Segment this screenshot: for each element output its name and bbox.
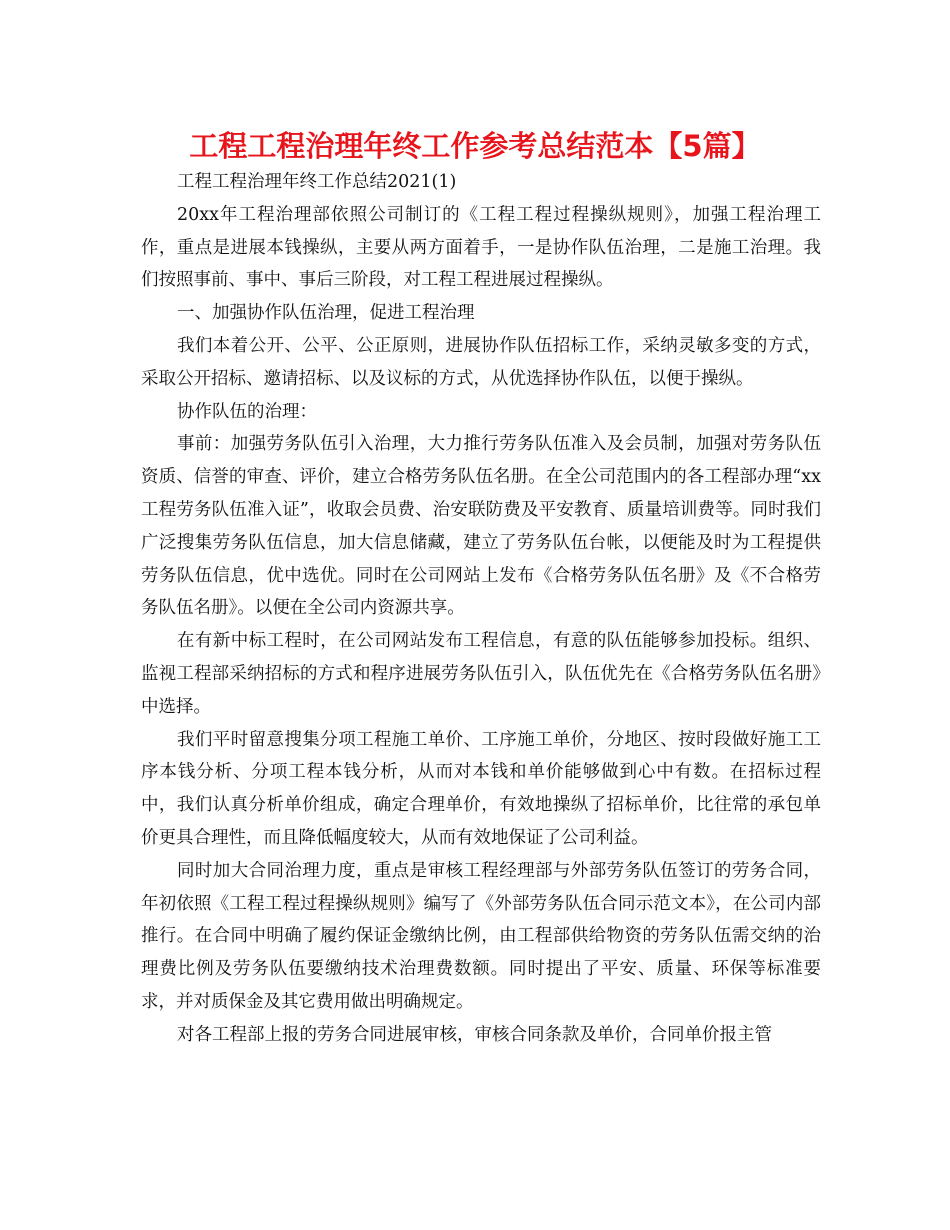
body-paragraph: 事前：加强劳务队伍引入治理，大力推行劳务队伍准入及会员制，加强对劳务队伍资质、信誉的审查、评价，建立合格劳务队伍名册。在全公司范围内的各工程部办理“xx工程劳务队伍准入证”，收取会员费、治安联防费及平安教育、质量培训费等。同时我们广泛搜集劳务队伍信息，加大信息储藏，建立了劳务队伍台帐，以便能及时为工程提供劳务队伍信息，优中选优。同时在公司网站上发布《合格劳务队伍名册》及《不合格劳务队伍名册》。以便在全公司内资源共享。 [141,434,821,619]
body-paragraph: 20xx年工程治理部依照公司制订的《工程工程过程操纵规则》，加强工程治理工作，重点是进展本钱操纵，主要从两方面着手，一是协作队伍治理，二是施工治理。我们按照事前、事中、事后三阶段，对工程工程进展过程操纵。 [141,204,821,291]
body-paragraph: 对各工程部上报的劳务合同进展审核，审核合同条款及单价，合同单价报主管 [177,1024,772,1045]
body-paragraph: 同时加大合同治理力度，重点是审核工程经理部与外部劳务队伍签订的劳务合同，年初依照《工程工程过程操纵规则》编写了《外部劳务队伍合同示范文本》，在公司内部推行。在合同中明确了履约保证金缴纳比例，由工程部供给物资的劳务队伍需交纳的治理费比例及劳务队伍要缴纳技术治理费数额。同时提出了平安、质量、环保等标准要求，并对质保金及其它费用做出明确规定。 [141,860,821,1012]
body-paragraph: 我们本着公开、公平、公正原则，进展协作队伍招标工作，采纳灵敏多变的方式，采取公开招标、邀请招标、以及议标的方式，从优选择协作队伍，以便于操纵。 [141,335,821,389]
section-heading: 一、加强协作队伍治理，促进工程治理 [177,303,475,324]
body-paragraph: 在有新中标工程时，在公司网站发布工程信息，有意的队伍能够参加投标。组织、监视工程部采纳招标的方式和程序进展劳务队伍引入，队伍优先在《合格劳务队伍名册》中选择。 [141,631,821,717]
subsection-heading: 协作队伍的治理： [177,401,317,422]
body-paragraph: 我们平时留意搜集分项工程施工单价、工序施工单价，分地区、按时段做好施工工序本钱分析、分项工程本钱分析，从而对本钱和单价能够做到心中有数。在招标过程中，我们认真分析单价组成，确定合理单价，有效地操纵了招标单价，比往常的承包单价更具合理性，而且降低幅度较大，从而有效地保证了公司利益。 [141,729,821,848]
document-title: 工程工程治理年终工作参考总结范本【5篇】 [189,129,761,163]
subtitle-paragraph: 工程工程治理年终工作总结2021(1) [177,172,457,192]
document-body [141,166,821,1052]
